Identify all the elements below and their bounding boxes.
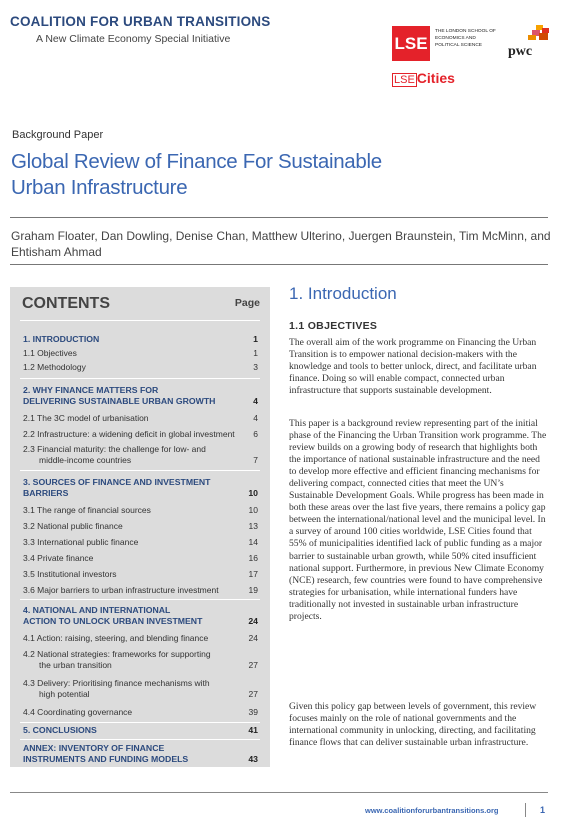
lse-logo: LSE [392, 26, 430, 61]
lse-institution-name: THE LONDON SCHOOL OF ECONOMICS AND POLITICAL SCIENCE [435, 29, 496, 48]
toc-heading: CONTENTS [22, 295, 110, 312]
toc-entry-page: 27 [248, 660, 258, 670]
toc-entry-delivery[interactable] [23, 678, 258, 700]
toc-entry-label-cont: high potential [39, 689, 90, 699]
toc-divider [20, 320, 260, 321]
toc-entry-label: 4.2 National strategies: frameworks for supporting [23, 649, 211, 659]
toc-entry-label: 4.1 Action: raising, steering, and blending finance [23, 633, 209, 643]
toc-entry-label-cont: INSTRUMENTS AND FUNDING MODELS [23, 754, 189, 764]
toc-entry-label: 4.3 Delivery: Prioritising finance mechanisms with [23, 678, 210, 688]
toc-entry-page: 19 [248, 585, 258, 595]
toc-entry-label: 3.6 Major barriers to urban infrastructure investment [23, 585, 219, 595]
lse-cities-prefix: LSE [394, 74, 415, 86]
toc-entry-page: 39 [248, 707, 258, 717]
paragraph-objectives: The overall aim of the work programme on Financing the Urban Transition is to empower national decision-makers with the knowledge and tools to better unlock, direct, and facilitate urban finance. Doing so will enable compact, connected urban infrastructure that supports sustainable development. [289, 337, 537, 397]
toc-entry-label: 3.1 The range of financial sources [23, 505, 151, 515]
toc-entry-label: 2.3 Financial maturity: the challenge for low- and [23, 444, 206, 454]
toc-entry-label-cont: BARRIERS [23, 488, 69, 498]
toc-entry-national-international-action[interactable] [23, 605, 258, 627]
toc-entry-3c-model[interactable] [23, 413, 258, 424]
toc-entry-sources-of-finance[interactable] [23, 477, 258, 499]
lse-cities-suffix: Cities [416, 70, 455, 86]
subsection-heading: 1.1 OBJECTIVES [289, 320, 378, 332]
toc-entry-why-finance-matters[interactable] [23, 385, 258, 407]
toc-entry-page: 24 [248, 616, 258, 626]
toc-divider [20, 599, 260, 600]
document-title: Global Review of Finance For Sustainable Urban Infrastructure [11, 150, 382, 199]
authors-divider [10, 264, 548, 265]
toc-entry-page: 24 [248, 633, 258, 643]
footer-website-link[interactable]: www.coalitionforurbantransitions.org [365, 806, 499, 815]
toc-entry-national-strategies[interactable] [23, 649, 258, 671]
toc-entry-page: 13 [248, 521, 258, 531]
toc-entry-national-public-finance[interactable] [23, 521, 258, 532]
toc-entry-international-public-finance[interactable] [23, 537, 258, 548]
toc-entry-annex[interactable] [23, 743, 258, 765]
toc-entry-page: 10 [248, 505, 258, 515]
toc-entry-coordinating-governance[interactable] [23, 707, 258, 718]
toc-entry-label: 1. INTRODUCTION [23, 334, 100, 344]
toc-entry-label: 3. SOURCES OF FINANCE AND INVESTMENT [23, 477, 211, 487]
toc-entry-label-cont: middle-income countries [39, 455, 132, 465]
toc-entry-label: 3.3 International public finance [23, 537, 139, 547]
toc-entry-methodology[interactable] [23, 362, 258, 373]
toc-entry-page: 1 [253, 348, 258, 358]
toc-entry-infrastructure-deficit[interactable] [23, 429, 258, 440]
toc-entry-label: 2.2 Infrastructure: a widening deficit in global investment [23, 429, 235, 439]
brand-name: COALITION FOR URBAN TRANSITIONS [10, 14, 271, 29]
toc-entry-private-finance[interactable] [23, 553, 258, 564]
footer-divider [10, 792, 548, 793]
toc-entry-institutional-investors[interactable] [23, 569, 258, 580]
toc-entry-page: 4 [253, 396, 258, 406]
toc-entry-label: 5. CONCLUSIONS [23, 725, 97, 735]
toc-entry-label: 3.2 National public finance [23, 521, 123, 531]
paragraph-policy-gap: Given this policy gap between levels of government, this review focuses mainly on the role of national governments and the international community in unlocking, directing, and facilitating finance flows that can deliver sustainable urban infrastructure. [289, 701, 537, 749]
brand-tagline: A New Climate Economy Special Initiative [36, 33, 231, 45]
toc-entry-label-cont: ACTION TO UNLOCK URBAN INVESTMENT [23, 616, 203, 626]
toc-divider [20, 470, 260, 471]
toc-entry-label-cont: the urban transition [39, 660, 112, 670]
paper-type-label: Background Paper [12, 129, 104, 141]
authors-list: Graham Floater, Dan Dowling, Denise Chan, Matthew Ulterino, Juergen Braunstein, Tim McMinn, and Ehtisham Ahmad [11, 229, 551, 259]
toc-entry-label: 4.4 Coordinating governance [23, 707, 133, 717]
toc-entry-conclusions[interactable] [23, 725, 258, 736]
toc-entry-introduction[interactable] [23, 334, 258, 345]
toc-entry-page: 27 [248, 689, 258, 699]
toc-entry-page: 16 [248, 553, 258, 563]
toc-entry-action-raising[interactable] [23, 633, 258, 644]
toc-divider [20, 739, 260, 740]
toc-entry-page: 3 [253, 362, 258, 372]
toc-entry-label-cont: DELIVERING SUSTAINABLE URBAN GROWTH [23, 396, 216, 406]
toc-entry-objectives[interactable] [23, 348, 258, 359]
toc-divider [20, 722, 260, 723]
footer-separator [525, 803, 526, 817]
toc-entry-label: 2.1 The 3C model of urbanisation [23, 413, 149, 423]
toc-entry-major-barriers[interactable] [23, 585, 258, 596]
page-number: 1 [540, 805, 546, 815]
toc-entry-range-of-sources[interactable] [23, 505, 258, 516]
toc-entry-page: 1 [253, 334, 258, 344]
toc-entry-page: 7 [253, 455, 258, 465]
toc-entry-label: 1.2 Methodology [23, 362, 86, 372]
toc-entry-label: 1.1 Objectives [23, 348, 77, 358]
toc-divider [20, 378, 260, 379]
toc-entry-page: 43 [248, 754, 258, 764]
toc-entry-label: 3.5 Institutional investors [23, 569, 117, 579]
title-divider [10, 217, 548, 218]
paragraph-background: This paper is a background review representing part of the initial phase of the Financing the Urban Transition work programme. The review builds on a growing body of research that highlights both the importance of national sustainable infrastructure and the need to develop more effective and efficient financing mechanisms for delivering compact, connected cities that meet the UN’s Sustainable Development Goals. While progress has been made in both these areas over the last five years, there remains a policy gap between the international/national level and the municipal level. In a survey of around 100 cities worldwide, LSE Cities found that 55% of municipalities identified lack of public funding as a major barrier to sustainable urban growth, while 50% cited insufficient national support. Furthermore, in previous New Climate Economy (NCE) research, few countries were found to have comprehensive strategies for urbanisation, while international funders have traditionally not invested in sustainable urban infrastructure projects. [289, 418, 547, 622]
toc-entry-page: 6 [253, 429, 258, 439]
pwc-logo-mark-icon [524, 25, 550, 41]
toc-page-heading: Page [234, 297, 260, 309]
section-heading: 1. Introduction [289, 284, 397, 303]
pwc-logo: pwc [508, 44, 533, 59]
toc-entry-page: 4 [253, 413, 258, 423]
lse-cities-logo [392, 70, 455, 86]
toc-entry-page: 14 [248, 537, 258, 547]
toc-entry-page: 41 [248, 725, 258, 735]
table-of-contents [10, 287, 270, 767]
toc-entry-label: 4. NATIONAL AND INTERNATIONAL [23, 605, 171, 615]
toc-entry-financial-maturity[interactable] [23, 444, 258, 466]
toc-entry-page: 17 [248, 569, 258, 579]
toc-entry-label: 3.4 Private finance [23, 553, 94, 563]
toc-entry-label: 2. WHY FINANCE MATTERS FOR [23, 385, 159, 395]
toc-entry-page: 10 [248, 488, 258, 498]
toc-entry-label: ANNEX: INVENTORY OF FINANCE [23, 743, 165, 753]
